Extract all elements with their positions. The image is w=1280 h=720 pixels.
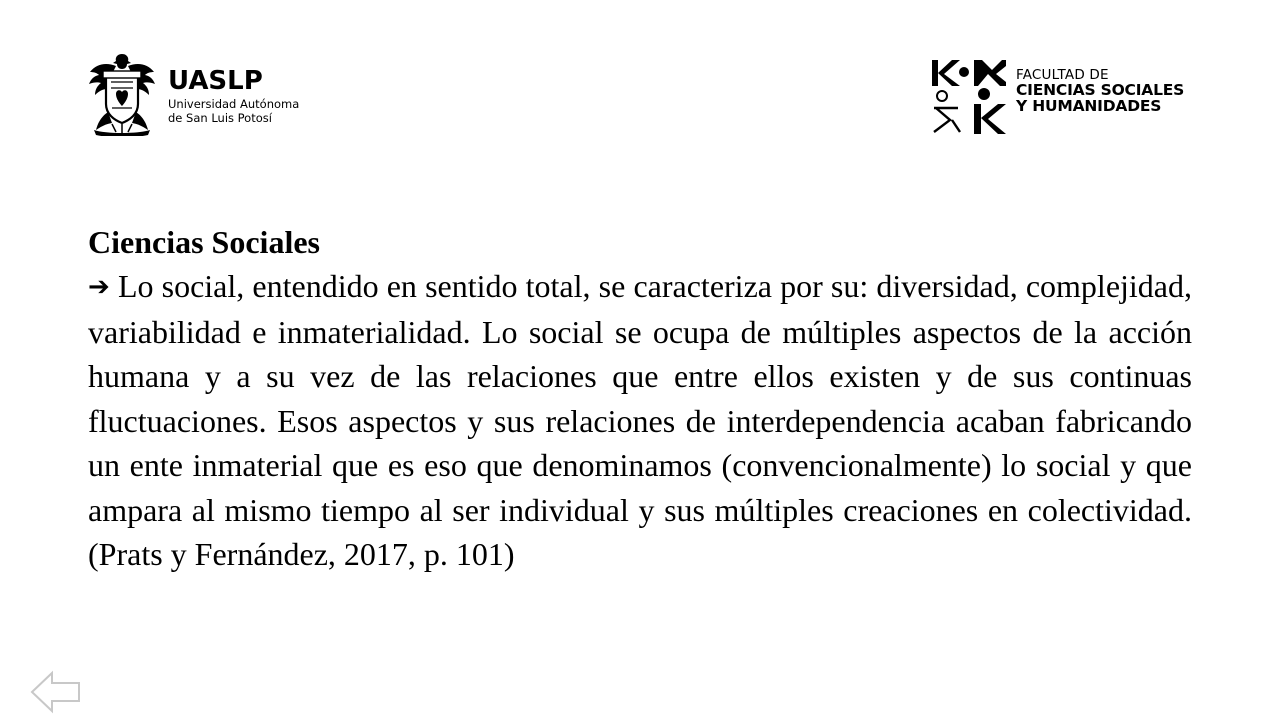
faculty-logo [930, 58, 1200, 134]
uaslp-crest-icon [86, 52, 158, 136]
faculty-line-1: FACULTAD DE [1016, 67, 1109, 83]
faculty-wordmark [1016, 68, 1184, 115]
right-arrow-icon: ➔ [88, 272, 110, 302]
faculty-emblem-icon [930, 58, 1006, 134]
slide-body [88, 264, 1192, 577]
uaslp-acronym: UASLP [168, 66, 263, 96]
uaslp-logo [86, 52, 306, 136]
arrow-left-outline-icon[interactable] [30, 670, 82, 714]
slide-title: Ciencias Sociales [88, 224, 320, 260]
faculty-line-2: CIENCIAS SOCIALES [1016, 81, 1185, 100]
uaslp-wordmark [168, 68, 299, 126]
faculty-line-3: Y HUMANIDADES [1016, 97, 1162, 116]
slide-body-text: Lo social, entendido en sentido total, se caracteriza por su: diversidad, complejidad, variabilidad e inmaterialidad. Lo social se ocupa de múltiples aspectos de la acción humana y a su vez de las relaciones que entre ellos existen y de sus continuas fluctuaciones. Esos aspectos y sus relaciones de interdependencia acaban fabricando un ente inmaterial que es eso que denominamos (convencionalmente) lo social y que ampara al mismo tiempo al ser individual y sus múltiples creaciones en colectividad. (Prats y Fernández, 2017, p. 101) [88, 268, 1193, 572]
uaslp-fullname: Universidad Autónoma de San Luis Potosí [168, 97, 300, 126]
slide-content [88, 220, 1192, 577]
